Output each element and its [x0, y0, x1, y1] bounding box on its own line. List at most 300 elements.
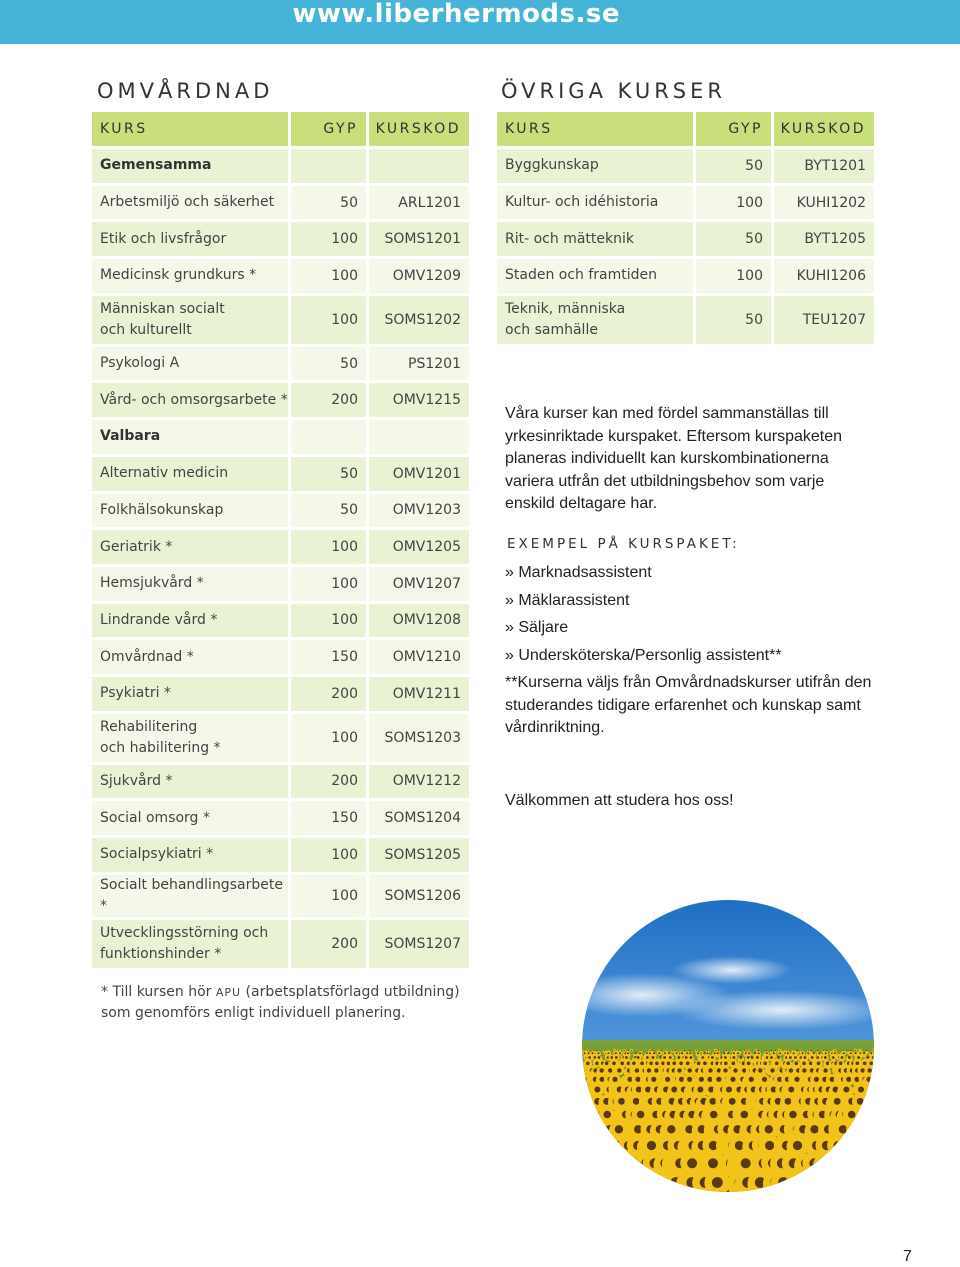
- website-url[interactable]: www.liberhermods.se: [292, 0, 620, 29]
- sunflower-center: [676, 1052, 678, 1054]
- sunflower-center: [856, 1062, 860, 1066]
- course-code: ARL1201: [369, 186, 469, 223]
- sunflower-center: [672, 1050, 673, 1051]
- sunflower-center: [843, 1052, 845, 1054]
- sunflower-center: [811, 1050, 812, 1051]
- footnote-abbreviation: APU: [215, 986, 242, 999]
- footnote-suffix: (arbetsplatsförlagd utbildning) som genomförs enligt individuell planering.: [101, 984, 460, 1021]
- sunflower-center: [708, 1158, 718, 1168]
- sunflower-center: [730, 1077, 735, 1082]
- sunflower-center: [797, 1050, 798, 1051]
- sunflower-center: [587, 1125, 595, 1133]
- sunflower-center: [798, 1177, 809, 1188]
- sunflower-center: [625, 1056, 628, 1059]
- table-row: [92, 640, 469, 677]
- sunflower-center: [811, 1177, 822, 1188]
- example-list: [505, 563, 885, 674]
- sunflower-center: [726, 1050, 727, 1051]
- course-points: 50: [291, 494, 369, 531]
- table-row: [92, 567, 469, 604]
- sunflower-center: [635, 1052, 637, 1054]
- sunflower-center: [856, 1158, 866, 1168]
- course-name: Arbetsmiljö och säkerhet: [92, 186, 291, 223]
- sunflower-petals: [604, 1189, 632, 1192]
- sunflower-center: [618, 1098, 625, 1105]
- sunflower-center: [724, 1056, 727, 1059]
- sunflower-center: [762, 1077, 767, 1082]
- sunflower-petals: [778, 1190, 806, 1192]
- intro-paragraph: Våra kurser kan med fördel sammanställas till yrkesinriktade kurspaket. Eftersom kurspaketen planeras individuellt kan kurskombinationerna variera utfrån det utbildningsbehov som varje enskild deltagare har.: [505, 405, 843, 512]
- sunflower-center: [733, 1056, 736, 1059]
- sunflower-center: [709, 1050, 710, 1051]
- sunflower-center: [671, 1087, 677, 1093]
- sunflower-center: [861, 1068, 865, 1072]
- sunflower-center: [823, 1050, 824, 1051]
- sunflower-center: [870, 1087, 874, 1093]
- sunflower-center: [788, 1087, 794, 1093]
- sunflower-center: [706, 1052, 708, 1054]
- sunflower-center: [802, 1052, 804, 1054]
- sunflower-center: [667, 1125, 675, 1133]
- sunflower-center: [723, 1052, 725, 1054]
- sunflower-center: [770, 1068, 774, 1072]
- sunflower-petals: [586, 1191, 614, 1192]
- sunflower-center: [687, 1158, 697, 1168]
- sunflower-petals: [840, 1190, 868, 1193]
- sunflower-field-photo: [582, 900, 874, 1192]
- sunflower-center: [611, 1056, 614, 1059]
- sunflower-center: [586, 1062, 590, 1066]
- sunflower-center: [794, 1077, 799, 1082]
- column-header-code: KURSKOD: [369, 112, 469, 149]
- sunflower-center: [582, 1141, 588, 1150]
- apu-footnote: [101, 982, 471, 1024]
- sunflower-center: [668, 1052, 670, 1054]
- sunflower-center: [593, 1050, 594, 1051]
- course-code: OMV1215: [369, 383, 469, 420]
- sunflower-center: [867, 1158, 875, 1168]
- course-points: [291, 420, 369, 457]
- sunflower-center: [843, 1087, 849, 1093]
- sunflower-center: [617, 1068, 621, 1072]
- sunflower-center: [811, 1056, 814, 1059]
- sunflower-center: [612, 1062, 616, 1066]
- course-code: OMV1207: [369, 567, 469, 604]
- sunflower-center: [785, 1098, 792, 1105]
- sunflower-center: [600, 1068, 604, 1072]
- table-group-row: [92, 420, 469, 457]
- sunflower-center: [708, 1068, 712, 1072]
- ovriga-course-table: [497, 112, 874, 347]
- sunflower-center: [615, 1052, 617, 1054]
- course-points: 200: [291, 383, 369, 420]
- example-item: » Undersköterska/Personlig assistent**: [505, 647, 782, 665]
- sunflower-center: [690, 1056, 693, 1059]
- sunflower-center: [744, 1050, 745, 1051]
- sunflower-center: [623, 1177, 634, 1188]
- sunflower-center: [733, 1068, 737, 1072]
- course-code: KUHI1206: [774, 259, 874, 296]
- sunflower-petals: [829, 1153, 853, 1177]
- sunflower-center: [615, 1125, 623, 1133]
- sunflower-center: [624, 1050, 625, 1051]
- sunflower-center: [716, 1077, 721, 1082]
- sunflower-center: [628, 1050, 629, 1051]
- sunflower-petals: [582, 1135, 594, 1157]
- sunflower-petals: [615, 1172, 641, 1192]
- sunflower-center: [824, 1056, 827, 1059]
- sunflower-center: [701, 1056, 704, 1059]
- sunflower-center: [664, 1052, 666, 1054]
- sunflower-center: [637, 1056, 640, 1059]
- course-name: Psykiatri *: [92, 677, 291, 714]
- sunflower-center: [850, 1050, 851, 1051]
- sunflower-center: [870, 1052, 872, 1054]
- course-code: SOMS1203: [369, 714, 469, 765]
- sunflower-center: [696, 1050, 697, 1051]
- course-code: [369, 420, 469, 457]
- sunflower-center: [689, 1052, 691, 1054]
- table-row: [92, 801, 469, 838]
- table-row: [92, 222, 469, 259]
- course-points: 100: [291, 296, 369, 347]
- sunflower-center: [652, 1056, 655, 1059]
- sunflower-center: [741, 1111, 749, 1119]
- course-code: SOMS1204: [369, 801, 469, 838]
- sunflower-center: [804, 1056, 807, 1059]
- sunflower-petals: [753, 1191, 781, 1192]
- sunflower-center: [795, 1062, 799, 1066]
- sunflower-center: [847, 1050, 848, 1051]
- sunflower-center: [793, 1141, 802, 1150]
- sunflower-center: [850, 1052, 852, 1054]
- table-row: [92, 677, 469, 714]
- sunflower-center: [775, 1062, 779, 1066]
- course-code: OMV1203: [369, 494, 469, 531]
- sunflower-center: [640, 1062, 644, 1066]
- sunflower-center: [710, 1111, 718, 1119]
- sunflower-center: [649, 1052, 651, 1054]
- table-header-row: [497, 112, 874, 149]
- sunflower-center: [666, 1050, 667, 1051]
- course-name: Folkhälsokunskap: [92, 494, 291, 531]
- sunflower-center: [747, 1062, 751, 1066]
- sunflower-center: [679, 1062, 683, 1066]
- example-item: » Marknadsassistent: [505, 564, 652, 581]
- course-points: 100: [291, 838, 369, 875]
- course-name: Socialpsykiatri *: [92, 838, 291, 875]
- example-item: » Säljare: [505, 619, 569, 637]
- sunflower-center: [583, 1158, 593, 1168]
- sunflower-center: [852, 1125, 860, 1133]
- sunflower-center: [649, 1050, 650, 1051]
- sunflower-center: [786, 1062, 790, 1066]
- column-header-course: KURS: [497, 112, 696, 149]
- sunflower-petals: [813, 1153, 837, 1177]
- sunflower-petals: [860, 1152, 874, 1176]
- sunflower-petals: [796, 1051, 799, 1054]
- sunflower-petals: [582, 1171, 605, 1192]
- sunflower-center: [820, 1158, 830, 1168]
- course-code: [369, 149, 469, 186]
- sunflower-center: [635, 1068, 639, 1072]
- table-row: [92, 494, 469, 531]
- column-header-points: GYP: [696, 112, 774, 149]
- course-code: OMV1211: [369, 677, 469, 714]
- sunflower-center: [582, 1087, 588, 1093]
- sunflower-center: [857, 1056, 860, 1059]
- sunflower-center: [808, 1050, 809, 1051]
- section-title-omvardnad: OMVÅRDNAD: [97, 79, 274, 103]
- course-name: Geriatrik *: [92, 530, 291, 567]
- course-name: Staden och framtiden: [497, 259, 696, 296]
- welcome-text: Välkommen att studera hos oss!: [505, 792, 734, 809]
- sunflower-center: [712, 1177, 723, 1188]
- sunflower-center: [765, 1141, 774, 1150]
- sunflower-center: [841, 1056, 844, 1059]
- course-name: Psykologi A: [92, 347, 291, 384]
- sunflower-center: [771, 1050, 772, 1051]
- table-row: [497, 259, 874, 296]
- sunflower-center: [658, 1052, 660, 1054]
- sunflower-petals: [582, 1122, 601, 1142]
- course-code: OMV1205: [369, 530, 469, 567]
- sunflower-petals: [847, 1190, 874, 1192]
- sunflower-center: [866, 1050, 867, 1051]
- course-points: 50: [696, 296, 774, 347]
- sunflower-center: [755, 1050, 756, 1051]
- sunflower-center: [748, 1052, 750, 1054]
- sunflower-center: [766, 1052, 768, 1054]
- sunflower-center: [800, 1050, 801, 1051]
- course-name: Gemensamma: [92, 149, 291, 186]
- sunflower-center: [793, 1052, 795, 1054]
- course-code: SOMS1202: [369, 296, 469, 347]
- sunflower-petals: [654, 1192, 682, 1193]
- sunflower-center: [609, 1158, 619, 1168]
- sunflower-center: [631, 1050, 632, 1051]
- sunflower-center: [703, 1062, 707, 1066]
- sunflower-center: [595, 1062, 599, 1066]
- sunflower-center: [655, 1062, 659, 1066]
- sunflower-center: [832, 1056, 835, 1059]
- course-name: Omvårdnad *: [92, 640, 291, 677]
- sunflower-petals: [610, 1152, 634, 1176]
- sunflower-center: [632, 1062, 636, 1066]
- course-name: Medicinsk grundkurs *: [92, 259, 291, 296]
- sunflower-center: [828, 1177, 839, 1188]
- sunflower-center: [792, 1177, 803, 1188]
- sunflower-center: [607, 1177, 618, 1188]
- sunflower-petals: [592, 1170, 618, 1192]
- sunflower-center: [626, 1177, 637, 1188]
- sunflower-center: [858, 1087, 864, 1093]
- sunflower-petals: [803, 1169, 829, 1192]
- sunflower-center: [868, 1098, 874, 1105]
- sunflower-center: [787, 1050, 788, 1051]
- sunflower-center: [777, 1056, 780, 1059]
- course-name: Kultur- och idéhistoria: [497, 186, 696, 223]
- sunflower-center: [775, 1050, 776, 1051]
- sunflower-petals: [835, 1153, 859, 1177]
- course-points: 150: [291, 801, 369, 838]
- sunflower-center: [770, 1056, 773, 1059]
- sunflower-center: [619, 1052, 621, 1054]
- sunflower-center: [717, 1052, 719, 1054]
- selection-note: **Kurserna väljs från Omvårdnadskurser utifrån den studerandes tidigare erfarenhet och kunskap samt vårdinriktning.: [505, 674, 872, 736]
- course-points: 100: [291, 222, 369, 259]
- sunflower-center: [669, 1056, 672, 1059]
- sunflower-center: [592, 1052, 594, 1054]
- sunflower-center: [667, 1062, 671, 1066]
- course-name: Valbara: [92, 420, 291, 457]
- sunflower-center: [727, 1052, 729, 1054]
- sunflower-center: [802, 1068, 806, 1072]
- course-code: SOMS1201: [369, 222, 469, 259]
- sunflower-center: [765, 1125, 773, 1133]
- sunflower-center: [598, 1056, 601, 1059]
- sunflower-center: [802, 1062, 806, 1066]
- sunflower-center: [587, 1050, 588, 1051]
- sunflower-center: [654, 1068, 658, 1072]
- course-points: 100: [291, 567, 369, 604]
- table-row: [92, 714, 469, 765]
- sunflower-center: [758, 1050, 759, 1051]
- table-row: [92, 186, 469, 223]
- sunflower-petals: [826, 1170, 852, 1192]
- sunflower-center: [604, 1050, 605, 1051]
- sunflower-center: [737, 1052, 739, 1054]
- sunflower-center: [823, 1068, 827, 1072]
- sunflower-center: [754, 1052, 756, 1054]
- sunflower-petals: [599, 1171, 625, 1192]
- sunflower-center: [836, 1158, 846, 1168]
- sunflower-center: [863, 1062, 867, 1066]
- sunflower-petals: [821, 1172, 847, 1193]
- sunflower-petals: [770, 1051, 773, 1054]
- sunflower-center: [794, 1056, 797, 1059]
- sunflower-center: [813, 1052, 815, 1054]
- sunflower-center: [675, 1050, 676, 1051]
- sunflower-center: [592, 1141, 601, 1150]
- sunflower-center: [633, 1098, 640, 1105]
- sunflower-center: [688, 1068, 692, 1072]
- sunflower-center: [686, 1052, 688, 1054]
- sunflower-petals: [619, 1172, 645, 1193]
- sunflower-center: [869, 1125, 874, 1133]
- sunflower-center: [810, 1125, 818, 1133]
- sunflower-center: [848, 1056, 851, 1059]
- section-title-ovriga-kurser: ÖVRIGA KURSER: [501, 79, 726, 103]
- table-row: [92, 530, 469, 567]
- course-points: 50: [696, 222, 774, 259]
- course-name: Etik och livsfrågor: [92, 222, 291, 259]
- sunflower-petals: [672, 1190, 700, 1192]
- sunflower-center: [846, 1077, 851, 1082]
- sunflower-center: [636, 1087, 642, 1093]
- course-points: 100: [696, 186, 774, 223]
- sunflower-center: [677, 1068, 681, 1072]
- sunflower-center: [779, 1052, 781, 1054]
- sunflower-center: [834, 1098, 841, 1105]
- course-code: SOMS1207: [369, 920, 469, 971]
- course-name: Rit- och mätteknik: [497, 222, 696, 259]
- sunflower-petals: [771, 1191, 799, 1192]
- sunflower-center: [715, 1050, 716, 1051]
- sunflower-center: [586, 1177, 597, 1188]
- course-points: 150: [291, 640, 369, 677]
- sunflower-petals: [801, 1189, 829, 1192]
- sunflower-center: [680, 1050, 681, 1051]
- sunflower-center: [845, 1177, 856, 1188]
- sunflower-center: [681, 1052, 683, 1054]
- course-points: 100: [291, 530, 369, 567]
- sunflower-center: [866, 1056, 869, 1059]
- sunflower-center: [653, 1052, 655, 1054]
- sunflower-center: [600, 1177, 611, 1188]
- sunflower-center: [723, 1068, 727, 1072]
- course-points: 200: [291, 677, 369, 714]
- sunflower-center: [701, 1050, 702, 1051]
- sunflower-center: [773, 1052, 775, 1054]
- sunflower-center: [816, 1056, 819, 1059]
- sunflower-center: [588, 1056, 591, 1059]
- sunflower-center: [873, 1050, 874, 1051]
- course-code: OMV1210: [369, 640, 469, 677]
- sunflower-petals: [827, 1134, 849, 1156]
- course-points: 50: [696, 149, 774, 186]
- sunflower-center: [684, 1050, 685, 1051]
- sunflower-center: [734, 1050, 735, 1051]
- sunflower-center: [697, 1087, 703, 1093]
- sunflower-petals: [838, 1171, 864, 1192]
- sunflower-center: [639, 1052, 641, 1054]
- sunflower-center: [825, 1050, 826, 1051]
- footnote-prefix: * Till kursen hör: [101, 984, 216, 1000]
- table-header-row: [92, 112, 469, 149]
- sunflower-center: [733, 1052, 735, 1054]
- course-points: 100: [291, 714, 369, 765]
- table-row: [92, 920, 469, 971]
- table-row: [497, 296, 874, 347]
- sunflower-center: [787, 1052, 789, 1054]
- sunflower-center: [598, 1125, 606, 1133]
- table-group-row: [92, 149, 469, 186]
- course-code: TEU1207: [774, 296, 874, 347]
- sunflower-center: [603, 1111, 611, 1119]
- sunflower-center: [640, 1050, 641, 1051]
- sunflower-center: [852, 1125, 860, 1133]
- sunflower-center: [763, 1062, 767, 1066]
- course-name: Hemsjukvård *: [92, 567, 291, 604]
- sunflower-center: [627, 1052, 629, 1054]
- table-row: [497, 149, 874, 186]
- sunflower-center: [789, 1068, 793, 1072]
- table-row: [92, 347, 469, 384]
- course-name: Socialt behandlingsarbete *: [92, 875, 291, 920]
- table-row: [92, 259, 469, 296]
- sunflower-center: [635, 1077, 640, 1082]
- sunflower-center: [642, 1177, 653, 1188]
- sunflower-center: [710, 1098, 717, 1105]
- sunflower-petals: [849, 1136, 871, 1158]
- course-code: PS1201: [369, 347, 469, 384]
- sunflower-center: [663, 1056, 666, 1059]
- course-name: Sjukvård *: [92, 765, 291, 802]
- course-name: Rehabilitering och habilitering *: [92, 714, 291, 765]
- sunflower-center: [652, 1050, 653, 1051]
- sunflower-center: [665, 1077, 670, 1082]
